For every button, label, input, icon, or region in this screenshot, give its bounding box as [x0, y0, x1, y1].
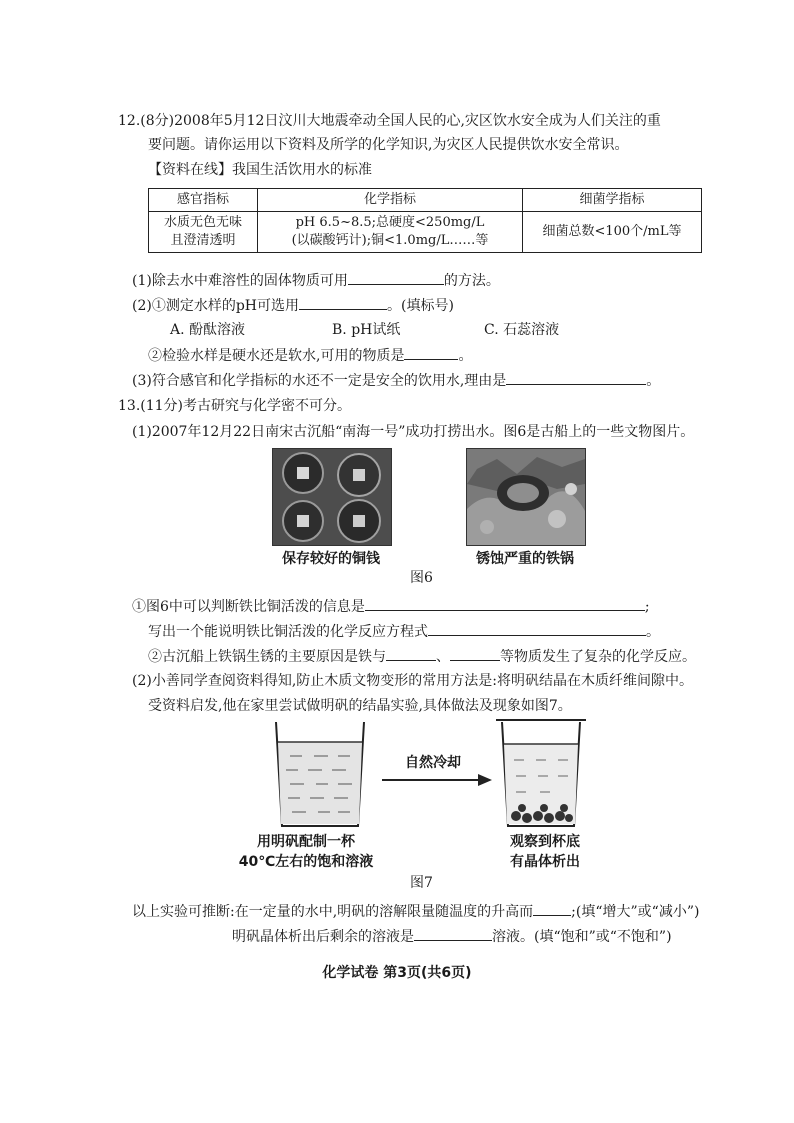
q13-part1a-tail: ;	[644, 599, 650, 615]
q12-part2b-tail: 。	[458, 348, 473, 364]
right-cup-caption-line1: 观察到杯底	[510, 834, 580, 850]
q13-part1c-tail: 等物质发生了复杂的化学反应。	[500, 649, 696, 665]
sensory-line2: 且澄清透明	[170, 233, 236, 248]
q12-part2-text: (2)①测定水样的pH可选用	[132, 298, 300, 314]
coin-icon	[338, 454, 380, 496]
rusted-wok-image	[467, 449, 585, 545]
q13-part1c	[148, 646, 696, 667]
q12-part1-text: (1)除去水中难溶性的固体物质可用	[132, 273, 348, 289]
coin-icon	[283, 501, 323, 541]
q13-part1a	[132, 596, 650, 617]
q13-conclusion2	[232, 926, 672, 947]
q12-resource-title: 【资料在线】我国生活饮用水的标准	[148, 162, 372, 178]
q13-conclusion1-text: 以上实验可推断:在一定量的水中,明矾的溶解限量随温度的升高而	[132, 904, 534, 920]
sensory-line1: 水质无色无味	[163, 215, 242, 230]
cooling-arrow-icon	[382, 774, 492, 786]
q13-part1c-blank2[interactable]	[450, 646, 500, 661]
fig7-label: 图7	[410, 875, 433, 891]
fig6-label: 图6	[410, 570, 433, 586]
page-footer: 化学试卷 第3页(共6页)	[322, 965, 472, 981]
q13-part1a-blank[interactable]	[365, 596, 645, 611]
q13-part2-line1: (2)小善同学查阅资料得知,防止木质文物变形的常用方法是:将明矾结晶在木质纤维间隙中。	[132, 673, 693, 689]
water-standard-table	[148, 188, 702, 253]
arrow-label: 自然冷却	[405, 755, 461, 771]
q12-part2-blank[interactable]	[299, 295, 387, 310]
table-header-sensory: 感官指标	[149, 189, 258, 212]
left-cup-caption-line2: 40℃左右的饱和溶液	[238, 854, 374, 870]
beaker-hot-solution-icon	[276, 722, 364, 826]
q13-part1c-text: ②古沉船上铁锅生锈的主要原因是铁与	[148, 649, 386, 665]
q12-intro-line1: 12.(8分)2008年5月12日汶川大地震牵动全国人民的心,灾区饮水安全成为人们关注的重	[118, 113, 661, 129]
left-cup-caption	[232, 832, 380, 872]
copper-coins-image	[273, 449, 391, 545]
q12-part1	[132, 270, 500, 291]
table-cell-bacterial: 细菌总数<100个/mL等	[523, 212, 702, 253]
q13-part1b-tail: 。	[646, 624, 660, 640]
coin-icon	[283, 453, 323, 493]
chemical-line2: (以碳酸钙计);铜<1.0mg/L……等	[291, 233, 489, 248]
rusted-wok-photo	[466, 448, 586, 546]
table-header-bacterial: 细菌学指标	[523, 189, 702, 212]
q12-option-c: C. 石蕊溶液	[484, 322, 560, 338]
q13-conclusion1	[132, 901, 699, 922]
q12-part1-blank[interactable]	[348, 270, 444, 285]
q13-conclusion2-text: 明矾晶体析出后剩余的溶液是	[232, 929, 414, 945]
q13-conclusion2-tail: 溶液。(填“饱和”或“不饱和”)	[492, 929, 672, 945]
q13-part1: (1)2007年12月22日南宋古沉船“南海一号”成功打捞出水。图6是古船上的一些文物图片。	[132, 424, 695, 440]
q13-conclusion2-blank[interactable]	[414, 926, 492, 941]
q12-part2-tail: 。(填标号)	[387, 298, 454, 314]
q13-part1b-blank[interactable]	[428, 621, 646, 636]
q13-part1c-sep: 、	[436, 649, 450, 665]
table-cell-chemical	[258, 212, 523, 253]
q13-part1a-text: ①图6中可以判断铁比铜活泼的信息是	[132, 599, 365, 615]
q12-option-a: A. 酚酞溶液	[170, 322, 246, 338]
q12-part2b	[148, 345, 472, 366]
q12-part3-tail: 。	[646, 373, 661, 389]
q12-part3-blank[interactable]	[506, 370, 646, 385]
beaker-crystals-icon	[496, 720, 586, 826]
copper-coins-photo	[272, 448, 392, 546]
q13-part2-line2: 受资料启发,他在家里尝试做明矾的结晶实验,具体做法及现象如图7。	[148, 698, 572, 714]
table-header-chemical: 化学指标	[258, 189, 523, 212]
q12-option-b: B. pH试纸	[332, 322, 401, 338]
coin-icon	[338, 500, 380, 542]
q13-title: 13.(11分)考古研究与化学密不可分。	[118, 398, 352, 414]
q13-part1b-text: 写出一个能说明铁比铜活泼的化学反应方程式	[148, 624, 428, 640]
q12-part2	[132, 295, 454, 316]
q12-part3	[132, 370, 660, 391]
q13-conclusion1-tail: ;(填“增大”或“减小”)	[571, 904, 700, 920]
right-cup-caption-line2: 有晶体析出	[510, 854, 580, 870]
q12-intro-line2: 要问题。请你运用以下资料及所学的化学知识,为灾区人民提供饮水安全常识。	[148, 137, 629, 153]
q12-part3-text: (3)符合感官和化学指标的水还不一定是安全的饮用水,理由是	[132, 373, 507, 389]
copper-coins-caption: 保存较好的铜钱	[282, 551, 380, 567]
fig7-diagram	[270, 716, 590, 832]
q13-part1b	[148, 621, 660, 642]
left-cup-caption-line1: 用明矾配制一杯	[257, 834, 355, 850]
rusted-wok-caption: 锈蚀严重的铁锅	[476, 551, 574, 567]
q12-part2b-blank[interactable]	[404, 345, 458, 360]
q13-part1c-blank1[interactable]	[386, 646, 436, 661]
q12-part1-tail: 的方法。	[443, 273, 500, 289]
chemical-line1: pH 6.5~8.5;总硬度<250mg/L	[295, 215, 485, 230]
table-cell-sensory	[149, 212, 258, 253]
q13-conclusion1-blank[interactable]	[533, 901, 571, 916]
right-cup-caption	[490, 832, 600, 872]
q12-part2b-text: ②检验水样是硬水还是软水,可用的物质是	[148, 348, 405, 364]
